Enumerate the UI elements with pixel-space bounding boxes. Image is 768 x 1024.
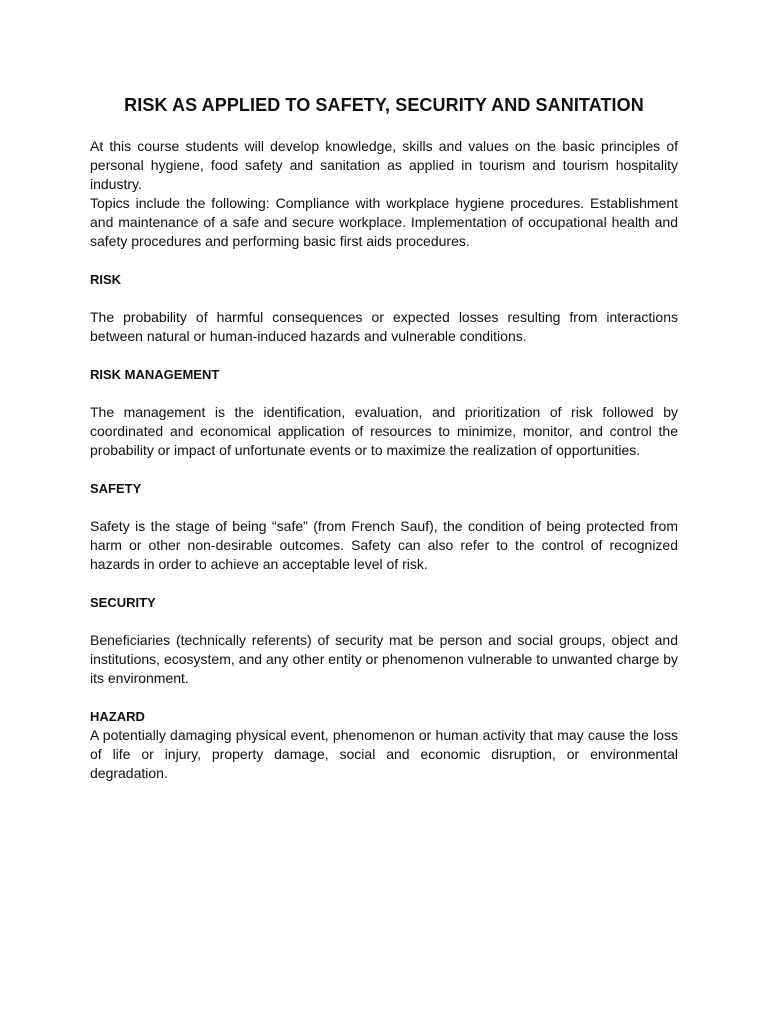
section-body-security: Beneficiaries (technically referents) of security mat be person and social groups, object and institutions, ecosystem, and any other entity or phenomenon vulnerable to unwanted charge by its environment. — [90, 632, 678, 686]
spacer — [90, 612, 678, 631]
section-heading-risk-management: RISK MANAGEMENT — [90, 367, 220, 382]
section-heading-risk: RISK — [90, 272, 122, 287]
spacer — [90, 384, 678, 403]
spacer — [90, 460, 678, 479]
page-title: RISK AS APPLIED TO SAFETY, SECURITY AND SANITATION — [124, 95, 644, 115]
topics-paragraph: Topics include the following: Compliance with workplace hygiene procedures. Establishment and maintenance of a safe and secure workplace. Implementation of occupational health and safety procedures and performing basic first aids procedures. — [90, 195, 678, 249]
section-body-risk-management: The management is the identification, evaluation, and prioritization of risk followed by coordinated and economical application of resources to minimize, monitor, and control the probability or impact of unfortunate events or to maximize the realization of opportunities. — [90, 404, 678, 458]
spacer — [90, 574, 678, 593]
section-heading-safety: SAFETY — [90, 481, 142, 496]
spacer — [90, 289, 678, 308]
section-body-risk: The probability of harmful consequences or expected losses resulting from interactions between natural or human-induced hazards and vulnerable conditions. — [90, 309, 678, 344]
section-heading-hazard: HAZARD — [90, 709, 145, 724]
spacer — [90, 346, 678, 365]
section-body-safety: Safety is the stage of being “safe” (from French Sauf), the condition of being protected from harm or other non-desirable outcomes. Safety can also refer to the control of recognized hazards in order to achieve an acceptable level of risk. — [90, 518, 678, 572]
intro-paragraph: At this course students will develop knowledge, skills and values on the basic principles of personal hygiene, food safety and sanitation as applied in tourism and tourism hospitality industry. — [90, 138, 678, 192]
spacer — [90, 498, 678, 517]
spacer — [90, 251, 678, 270]
spacer — [90, 688, 678, 707]
section-heading-security: SECURITY — [90, 595, 156, 610]
document-page — [90, 92, 678, 783]
section-body-hazard: A potentially damaging physical event, phenomenon or human activity that may cause the loss of life or injury, property damage, social and economic disruption, or environmental degradation. — [90, 727, 678, 781]
